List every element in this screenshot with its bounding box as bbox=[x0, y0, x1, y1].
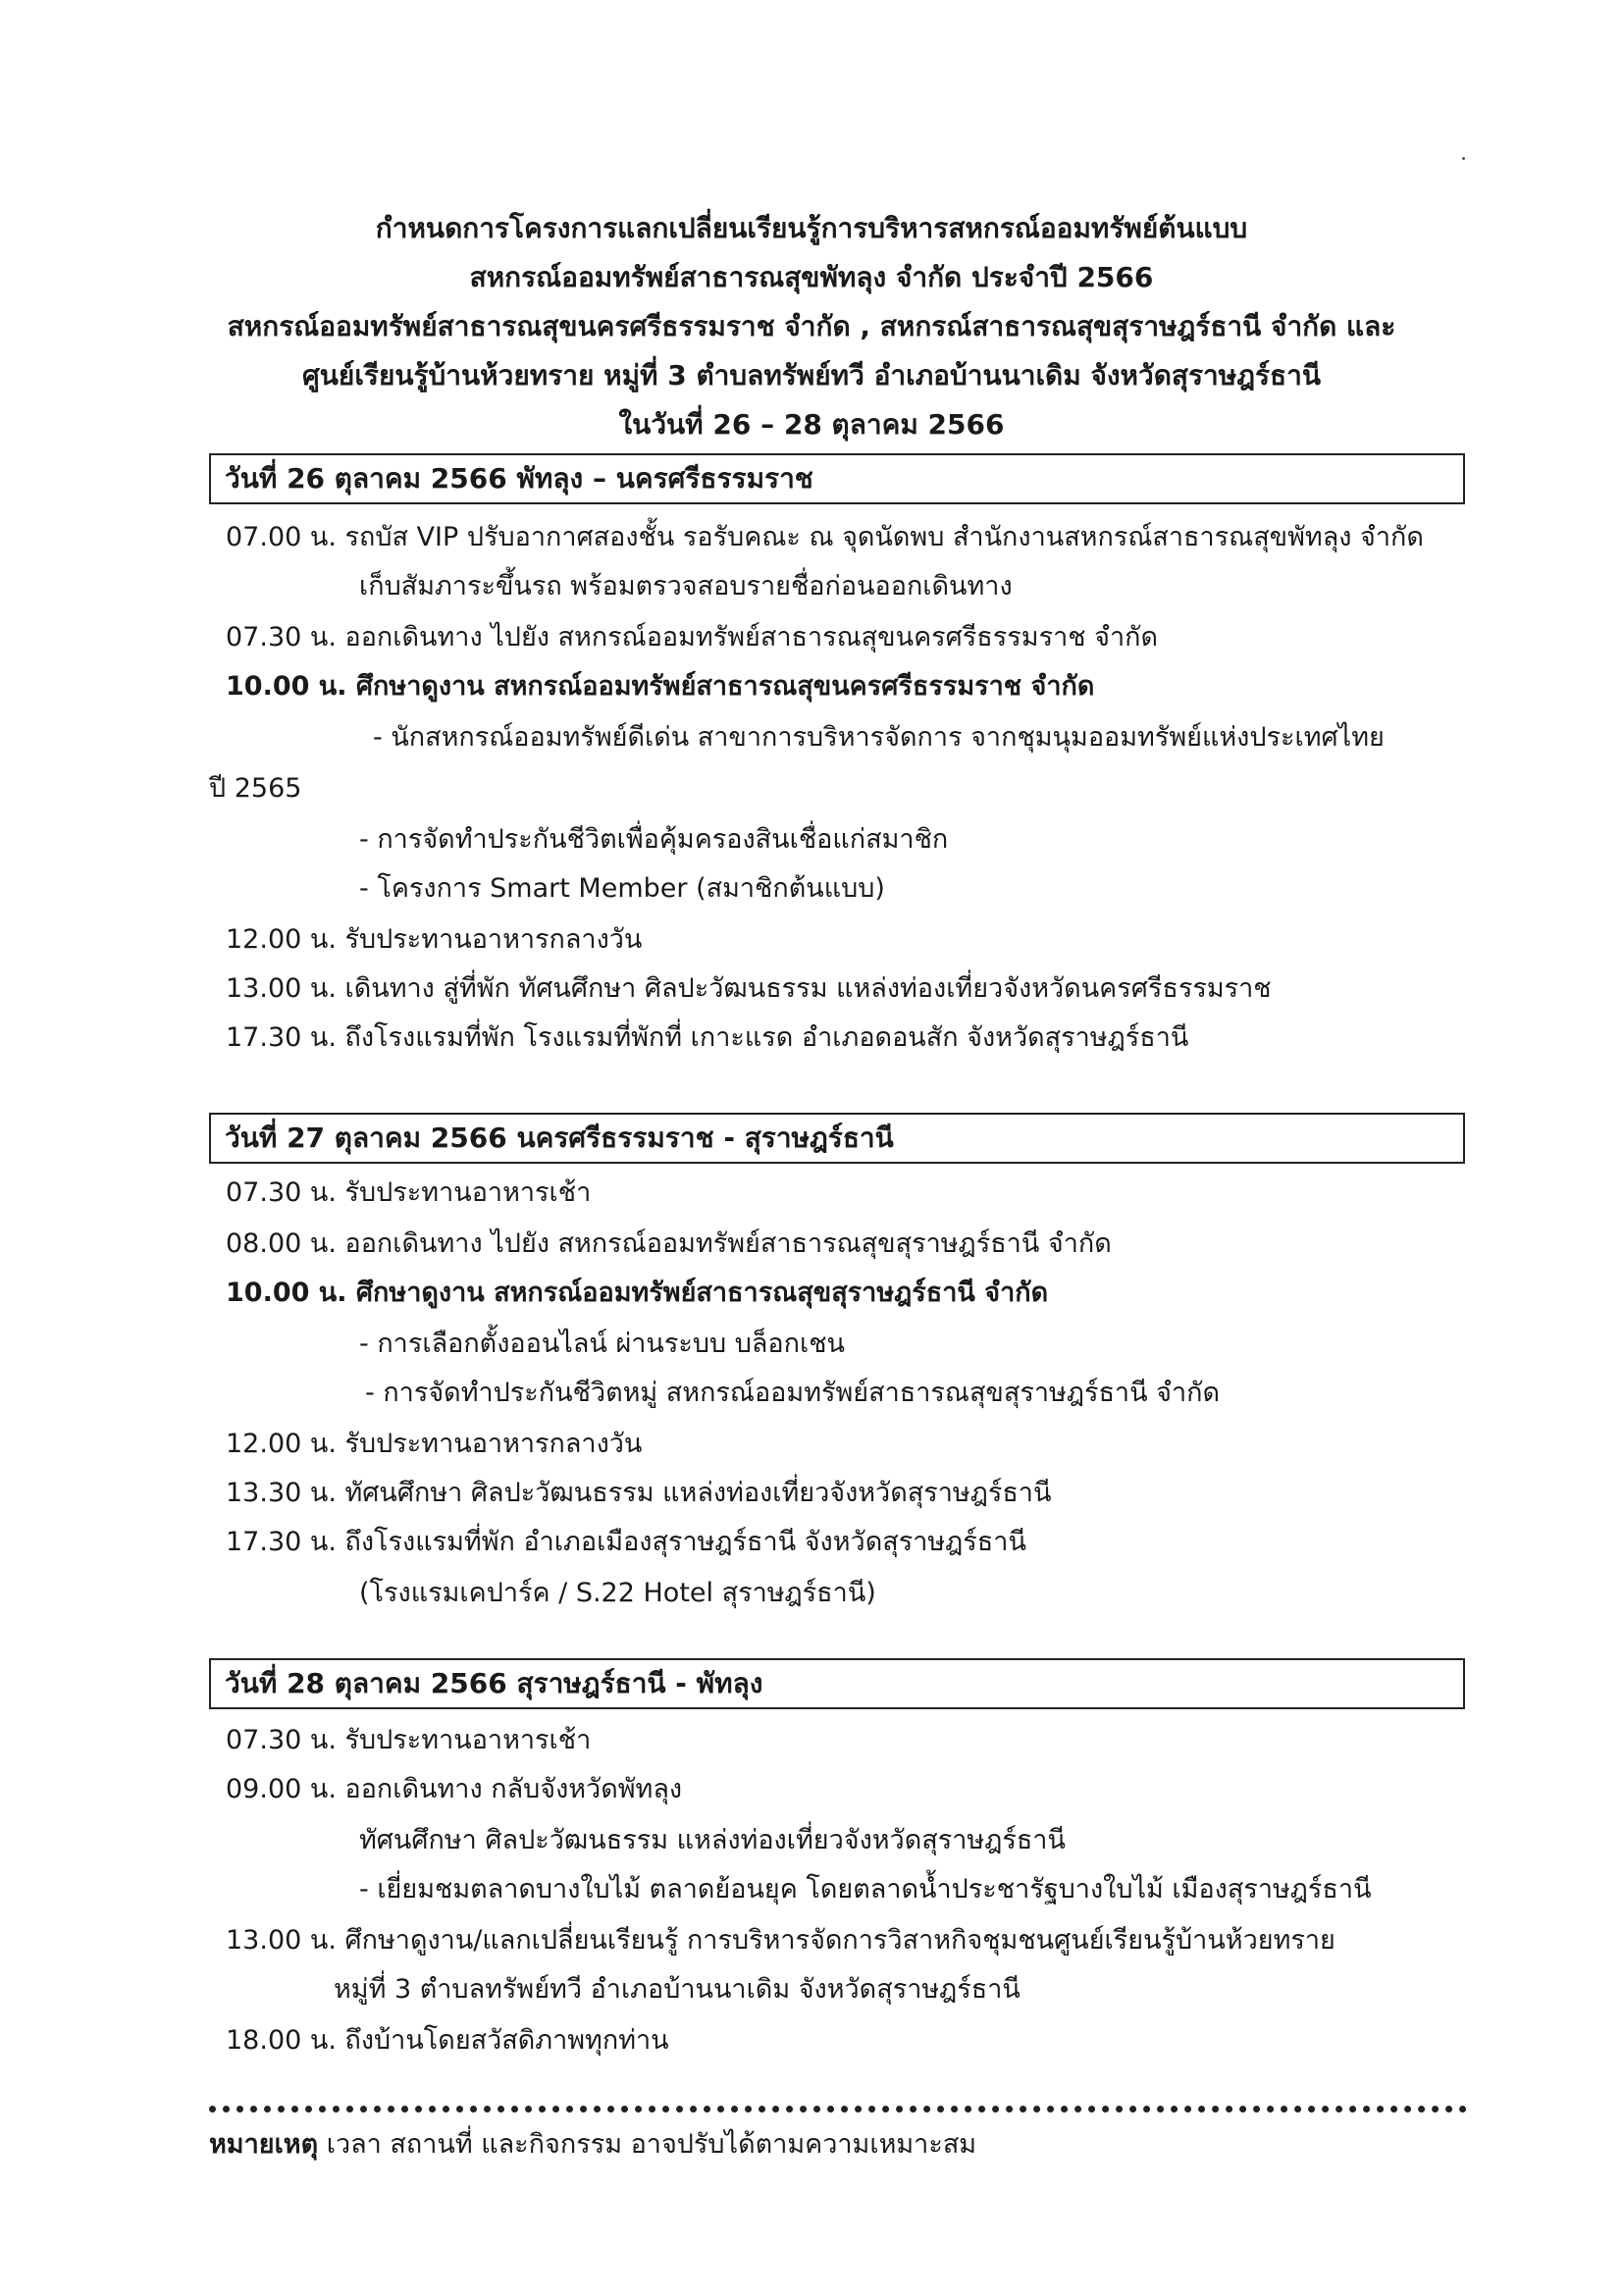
day-2-item: - การจัดทำประกันชีวิตหมู่ สหกรณ์ออมทรัพย์สาธารณสุขสุราษฎร์ธานี จำกัด bbox=[365, 1378, 1221, 1408]
footnote bbox=[209, 2125, 976, 2165]
day-2-item: - การเลือกตั้งออนไลน์ ผ่านระบบ บล็อกเชน bbox=[359, 1329, 846, 1359]
header-line-4: ศูนย์เรียนรู้บ้านห้วยทราย หมู่ที่ 3 ตำบลทรัพย์ทวี อำเภอบ้านนาเดิม จังหวัดสุราษฎร์ธานี bbox=[302, 359, 1321, 391]
day-1-item: 12.00 น. รับประทานอาหารกลางวัน bbox=[226, 924, 643, 955]
day-2-item: 17.30 น. ถึงโรงแรมที่พัก อำเภอเมืองสุราษฎร์ธานี จังหวัดสุราษฎร์ธานี bbox=[226, 1527, 1026, 1557]
day-1-item: 17.30 น. ถึงโรงแรมที่พัก โรงแรมที่พักที่ เกาะแรด อำเภอดอนสัก จังหวัดสุราษฎร์ธานี bbox=[226, 1022, 1189, 1053]
day-3-item: 18.00 น. ถึงบ้านโดยสวัสดิภาพทุกท่าน bbox=[226, 2025, 669, 2056]
header-line-1: กำหนดการโครงการแลกเปลี่ยนเรียนรู้การบริหารสหกรณ์ออมทรัพย์ต้นแบบ bbox=[375, 212, 1248, 244]
scan-dot bbox=[1462, 157, 1465, 160]
day-3-item: 13.00 น. ศึกษาดูงาน/แลกเปลี่ยนเรียนรู้ การบริหารจัดการวิสาหกิจชุมชนศูนย์เรียนรู้บ้านห้วยทราย bbox=[226, 1925, 1335, 1956]
dotted-divider bbox=[209, 2106, 1467, 2113]
day-1-item: 13.00 น. เดินทาง สู่ที่พัก ทัศนศึกษา ศิลปะวัฒนธรรม แหล่งท่องเที่ยวจังหวัดนครศรีธรรมราช bbox=[226, 973, 1272, 1004]
day-1-item: เก็บสัมภาระขึ้นรถ พร้อมตรวจสอบรายชื่อก่อนออกเดินทาง bbox=[359, 571, 1013, 601]
day-2-item: 13.30 น. ทัศนศึกษา ศิลปะวัฒนธรรม แหล่งท่องเที่ยวจังหวัดสุราษฎร์ธานี bbox=[226, 1478, 1052, 1508]
day-1-item: 10.00 น. ศึกษาดูงาน สหกรณ์ออมทรัพย์สาธารณสุขนครศรีธรรมราช จำกัด bbox=[226, 671, 1095, 702]
day-3-item: - เยี่ยมชมตลาดบางใบไม้ ตลาดย้อนยุค โดยตลาดน้ำประชารัฐบางใบไม้ เมืองสุราษฎร์ธานี bbox=[359, 1874, 1372, 1905]
day-1-item: - นักสหกรณ์ออมทรัพย์ดีเด่น สาขาการบริหารจัดการ จากชุมนุมออมทรัพย์แห่งประเทศไทย bbox=[373, 722, 1385, 753]
day-3-item: 09.00 น. ออกเดินทาง กลับจังหวัดพัทลุง bbox=[226, 1774, 683, 1804]
header-line-5: ในวันที่ 26 – 28 ตุลาคม 2566 bbox=[618, 408, 1005, 441]
day-2-item: 12.00 น. รับประทานอาหารกลางวัน bbox=[226, 1429, 643, 1459]
day-2-item: 10.00 น. ศึกษาดูงาน สหกรณ์ออมทรัพย์สาธารณสุขสุราษฎร์ธานี จำกัด bbox=[226, 1278, 1049, 1308]
day-2-item: 08.00 น. ออกเดินทาง ไปยัง สหกรณ์ออมทรัพย์สาธารณสุขสุราษฎร์ธานี จำกัด bbox=[226, 1228, 1112, 1259]
footnote-text: เวลา สถานที่ และกิจกรรม อาจปรับได้ตามความเหมาะสม bbox=[318, 2129, 977, 2160]
footnote-label: หมายเหตุ bbox=[209, 2129, 319, 2160]
day-3-item: 07.30 น. รับประทานอาหารเช้า bbox=[226, 1725, 592, 1755]
day-3-item: หมู่ที่ 3 ตำบลทรัพย์ทวี อำเภอบ้านนาเดิม จังหวัดสุราษฎร์ธานี bbox=[334, 1974, 1021, 2005]
day-2-item: (โรงแรมเคปาร์ค / S.22 Hotel สุราษฎร์ธานี) bbox=[359, 1578, 876, 1608]
header-line-3: สหกรณ์ออมทรัพย์สาธารณสุขนครศรีธรรมราช จำกัด , สหกรณ์สาธารณสุขสุราษฎร์ธานี จำกัด และ bbox=[227, 310, 1396, 342]
day-1-item: - โครงการ Smart Member (สมาชิกต้นแบบ) bbox=[359, 873, 885, 904]
day-3-title: วันที่ 28 ตุลาคม 2566 สุราษฎร์ธานี - พัทลุง bbox=[209, 1658, 1465, 1709]
day-2-item: 07.30 น. รับประทานอาหารเช้า bbox=[226, 1177, 592, 1208]
day-1-item: ปี 2565 bbox=[209, 773, 302, 804]
day-1-item: 07.30 น. ออกเดินทาง ไปยัง สหกรณ์ออมทรัพย์สาธารณสุขนครศรีธรรมราช จำกัด bbox=[226, 622, 1158, 652]
document-header bbox=[0, 204, 1623, 449]
day-1-item: - การจัดทำประกันชีวิตเพื่อคุ้มครองสินเชื่อแก่สมาชิก bbox=[359, 824, 949, 855]
header-line-2: สหกรณ์ออมทรัพย์สาธารณสุขพัทลุง จำกัด ประจำปี 2566 bbox=[469, 261, 1154, 293]
day-3-item: ทัศนศึกษา ศิลปะวัฒนธรรม แหล่งท่องเที่ยวจังหวัดสุราษฎร์ธานี bbox=[359, 1825, 1066, 1855]
day-1-item: 07.00 น. รถบัส VIP ปรับอากาศสองชั้น รอรับคณะ ณ จุดนัดพบ สำนักงานสหกรณ์สาธารณสุขพัทลุง จำกัด bbox=[226, 522, 1424, 552]
day-1-title: วันที่ 26 ตุลาคม 2566 พัทลุง – นครศรีธรรมราช bbox=[209, 453, 1465, 504]
day-2-title: วันที่ 27 ตุลาคม 2566 นครศรีธรรมราช - สุราษฎร์ธานี bbox=[209, 1113, 1465, 1164]
